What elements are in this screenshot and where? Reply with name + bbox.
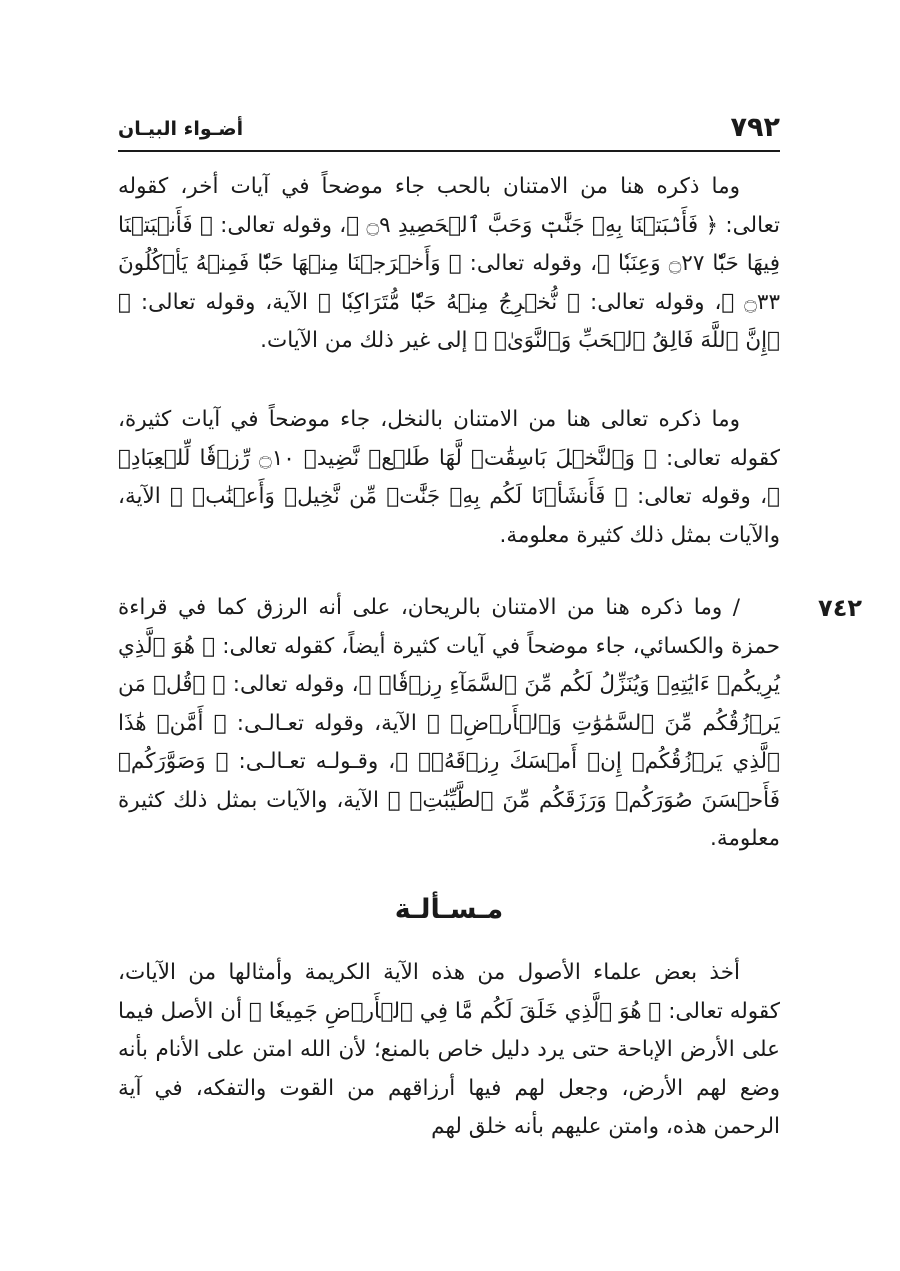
margin-page-number: ٧٤٢: [818, 594, 862, 622]
paragraph-palm: وما ذكره تعالى هنا من الامتنان بالنخل، جاء موضحاً في آيات كثيرة، كقوله تعالى: ﴿ وَٱلنَّخۡلَ بَاسِقَٰتٖ لَّهَا طَلۡعٞ نَّضِيدٞ ۝١٠ رِّزۡقٗا لِّلۡعِبَادِۖ ﴾، وقوله تعالى: ﴿ فَأَنشَأۡنَا لَكُم بِهِۦ جَنَّٰتٖ مِّن نَّخِيلٖ وَأَعۡنَٰبٖ ﴾ الآية، والآيات بمثل ذلك كثيرة معلومة.: [118, 407, 780, 548]
paragraph-basil: / وما ذكره هنا من الامتنان بالريحان، على أنه الرزق كما في قراءة حمزة والكسائي، جاء موضحاً في آيات كثيرة أيضاً، كقوله تعالى: ﴿ هُوَ ٱلَّذِي يُرِيكُمۡ ءَايَٰتِهِۦ وَيُنَزِّلُ لَكُم مِّنَ ٱلسَّمَآءِ رِزۡقٗاۚ ﴾، وقوله تعالى: ﴿ ۞قُلۡ مَن يَرۡزُقُكُم مِّنَ ٱلسَّمَٰوَٰتِ وَٱلۡأَرۡضِۖ ﴾ الآية، وقوله تعـالـى: ﴿ أَمَّنۡ هَٰذَا ٱلَّذِي يَرۡزُقُكُمۡ إِنۡ أَمۡسَكَ رِزۡقَهُۥۚ ﴾، وقـولـه تعـالـى: ﴿ وَصَوَّرَكُمۡ فَأَحۡسَنَ صُوَرَكُمۡ وَرَزَقَكُم مِّنَ ٱلطَّيِّبَٰتِۚ ﴾ الآية، والآيات بمثل ذلك كثيرة معلومة.: [118, 595, 780, 851]
paragraph-grain: وما ذكره هنا من الامتنان بالحب جاء موضحاً في آيات أخر، كقوله تعالى: ﴿ فَأَنۢبَتۡنَا بِهِۦ جَنَّٰتٖ وَحَبَّ ٱلۡحَصِيدِ ۝٩ ﴾، وقوله تعالى: ﴿ فَأَنۢبَتۡنَا فِيهَا حَبّٗا ۝٢٧ وَعِنَبٗا ﴾، وقوله تعالى: ﴿ وَأَخۡرَجۡنَا مِنۡهَا حَبّٗا فَمِنۡهُ يَأۡكُلُونَ ۝٣٣ ﴾، وقوله تعالى: ﴿ نُّخۡرِجُ مِنۡهُ حَبّٗا مُّتَرَاكِبٗا ﴾ الآية، وقوله تعالى: ﴿ ۞إِنَّ ٱللَّهَ فَالِقُ ٱلۡحَبِّ وَٱلنَّوَىٰۖ ﴾ إلى غير ذلك من الآيات.: [118, 174, 781, 353]
page-number: ٧٩٢: [730, 112, 780, 143]
paragraph-usul: أخذ بعض علماء الأصول من هذه الآية الكريمة وأمثالها من الآيات، كقوله تعالى: ﴿ هُوَ ٱلَّذِي خَلَقَ لَكُم مَّا فِي ٱلۡأَرۡضِ جَمِيعٗا ﴾ أن الأصل فيما على الأرض الإباحة حتى يرد دليل خاص بالمنع؛ لأن الله امتن على الأنام بأنه وضع لهم الأرض، وجعل لهم فيها أرزاقهم من القوت والتفكه، في آية الرحمن هذه، وامتن عليهم بأنه خلق لهم: [118, 960, 780, 1139]
page-header: [118, 112, 780, 148]
header-rule: [118, 150, 780, 152]
section-title: مـسـألـة: [394, 894, 504, 925]
book-title: أضـواء البيـان: [118, 118, 244, 140]
